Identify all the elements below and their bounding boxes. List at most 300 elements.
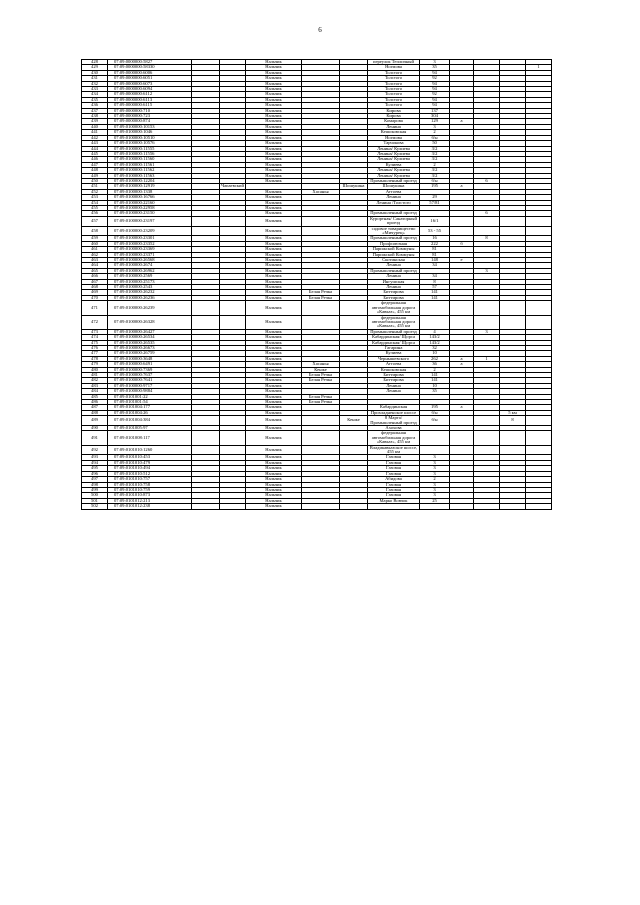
table-cell: 1 (474, 356, 500, 361)
table-cell (340, 301, 368, 315)
row-number-cell: 462 (82, 252, 108, 257)
row-number-cell: 446 (82, 157, 108, 162)
table-cell (450, 504, 474, 509)
cadastral-number-cell: 07:09:0101010:758 (108, 482, 192, 487)
table-cell: а (450, 184, 474, 189)
table-cell: Нальчик (246, 76, 302, 81)
row-number-cell: 431 (82, 76, 108, 81)
row-number-cell: 457 (82, 216, 108, 226)
table-cell: садовое товарищество «Мичурец» (368, 226, 420, 236)
table-cell (526, 226, 552, 236)
table-cell: а (450, 362, 474, 367)
table-cell: 3/2 (420, 146, 450, 151)
table-cell: Нальчик (246, 356, 302, 361)
row-number-cell: 484 (82, 389, 108, 394)
table-cell: Толстого (368, 92, 420, 97)
row-number-cell: 434 (82, 92, 108, 97)
cadastral-number-cell: 07:09:0100000:26673 (108, 345, 192, 350)
row-number-cell: 458 (82, 226, 108, 236)
table-cell: б (450, 241, 474, 246)
table-cell: 2 (420, 367, 450, 372)
table-cell: Ленина (368, 274, 420, 279)
row-number-cell: 473 (82, 329, 108, 334)
table-cell: Нальчик (246, 400, 302, 405)
table-cell: Нальчик (246, 178, 302, 183)
table-cell (340, 504, 368, 509)
table-cell (192, 216, 220, 226)
row-number-cell: 465 (82, 268, 108, 273)
cadastral-number-cell: 07:09:0100000:1338 (108, 189, 192, 194)
table-cell (340, 445, 368, 455)
table-cell: а (450, 356, 474, 361)
table-cell: Нальчик (246, 466, 302, 471)
table-cell: Кирова (368, 114, 420, 119)
table-row (82, 216, 552, 226)
cadastral-number-cell: 07:09:0000000:58330 (108, 65, 192, 70)
cadastral-number-cell: 07:09:0100000:11561 (108, 162, 192, 167)
table-cell: 3 (420, 487, 450, 492)
row-number-cell: 470 (82, 295, 108, 300)
cadastral-number-cell: 07:09:0100000:9717 (108, 383, 192, 388)
table-cell: Нальчик (246, 247, 302, 252)
table-cell: 195 (420, 405, 450, 410)
row-number-cell: 428 (82, 60, 108, 65)
table-cell: Нальчик (246, 378, 302, 383)
cadastral-number-cell: 07:09:0000000:6115 (108, 103, 192, 108)
table-cell: 8 (420, 279, 450, 284)
table-cell: 148 (420, 258, 450, 263)
table-cell: 5 км (500, 410, 526, 415)
row-number-cell: 452 (82, 189, 108, 194)
cadastral-number-cell: 07:09:0101012:238 (108, 504, 192, 509)
table-cell: Нальчик (246, 263, 302, 268)
table-cell: Нальчик (246, 460, 302, 465)
table-cell: Нальчик (246, 290, 302, 295)
cadastral-number-cell: 07:09:0000000:6112 (108, 92, 192, 97)
table-cell: Ахохова (368, 426, 420, 431)
table-cell (340, 315, 368, 329)
table-cell: Нальчик (246, 236, 302, 241)
table-cell: Нальчик (246, 92, 302, 97)
table-cell (474, 216, 500, 226)
row-number-cell: 437 (82, 108, 108, 113)
table-cell: Нальчик (246, 135, 302, 140)
table-cell: 53 - 55 (420, 226, 450, 236)
cadastral-number-cell: 07:09:0100000:11562 (108, 168, 192, 173)
table-cell: Толстого (368, 76, 420, 81)
row-number-cell: 483 (82, 383, 108, 388)
row-number-cell: 447 (82, 162, 108, 167)
table-cell: 29 (420, 195, 450, 200)
row-number-cell: 433 (82, 87, 108, 92)
row-number-cell: 444 (82, 146, 108, 151)
table-cell: Нальчик (246, 173, 302, 178)
row-number-cell: 478 (82, 356, 108, 361)
cadastral-number-cell: 07:09:0101005:97 (108, 426, 192, 431)
table-cell (302, 226, 340, 236)
table-cell: 25 (420, 498, 450, 503)
table-cell: 6 (474, 178, 500, 183)
table-cell: Нальчик (246, 285, 302, 290)
row-number-cell: 441 (82, 130, 108, 135)
table-cell: Гагарина (368, 345, 420, 350)
table-cell: Нальчик (246, 471, 302, 476)
table-cell: Нальчик (246, 108, 302, 113)
cadastral-number-cell: 07:09:0100000:10576 (108, 141, 192, 146)
table-cell: Хасанья (302, 189, 340, 194)
row-number-cell: 476 (82, 345, 108, 350)
row-number-cell: 438 (82, 114, 108, 119)
table-cell: Шошукина (368, 184, 420, 189)
table-cell: Абидова (368, 477, 420, 482)
table-cell: Нальчик (246, 455, 302, 460)
table-cell: Промышленный проезд (368, 211, 420, 216)
table-cell: 143/2 (420, 340, 450, 345)
cadastral-number-cell: 07:09:0101012:213 (108, 498, 192, 503)
row-number-cell: 440 (82, 124, 108, 129)
table-cell (340, 226, 368, 236)
table-cell (420, 445, 450, 455)
table-cell: Нальчик (246, 279, 302, 284)
table-cell (302, 416, 340, 426)
table-cell: Нальчик (246, 426, 302, 431)
table-cell: Нальчик (246, 431, 302, 445)
table-cell (420, 504, 450, 509)
row-number-cell: 480 (82, 367, 108, 372)
cadastral-number-cell: 07:09:0000000:5827 (108, 60, 192, 65)
table-cell: Нальчик (246, 130, 302, 135)
cadastral-number-cell: 07:09:0100000:7369 (108, 367, 192, 372)
table-cell: Прохладненское шоссе (368, 410, 420, 415)
table-cell: е (450, 258, 474, 263)
cadastral-number-cell: 07:09:0100000:10510 (108, 135, 192, 140)
row-number-cell: 430 (82, 70, 108, 75)
cadastral-number-cell: 07:09:0101001:54 (108, 400, 192, 405)
table-cell (526, 431, 552, 445)
table-cell: Нальчик (246, 405, 302, 410)
table-cell: Промышленный проезд (368, 268, 420, 273)
cadastral-number-cell: 07:09:0000000:6094 (108, 87, 192, 92)
table-cell (474, 431, 500, 445)
table-cell (450, 431, 474, 445)
table-cell: Кирова (368, 108, 420, 113)
row-number-cell: 456 (82, 211, 108, 216)
table-cell: 92 (420, 92, 450, 97)
table-cell (500, 504, 526, 509)
table-cell: Чернышевского (368, 356, 420, 361)
row-number-cell: 499 (82, 487, 108, 492)
table-cell: Газовая (368, 466, 420, 471)
table-cell: Нальчик (246, 168, 302, 173)
table-cell: Нальчик (246, 151, 302, 156)
table-cell: 81 (420, 247, 450, 252)
row-number-cell: 481 (82, 372, 108, 377)
table-cell: Нальчик (246, 383, 302, 388)
table-cell: 3 (474, 329, 500, 334)
row-number-cell: 429 (82, 65, 108, 70)
table-cell: Нальчик (246, 252, 302, 257)
row-number-cell: 490 (82, 426, 108, 431)
table-cell: 195 (420, 184, 450, 189)
table-cell: Газовая (368, 482, 420, 487)
cadastral-number-cell: 07:09:0100000:26236 (108, 295, 192, 300)
cadastral-number-cell: 07:09:0100000:26232 (108, 290, 192, 295)
table-cell: 32 (420, 345, 450, 350)
table-cell: Нальчик (246, 351, 302, 356)
table-cell: 141 (420, 295, 450, 300)
row-number-cell: 486 (82, 400, 108, 405)
table-cell (192, 445, 220, 455)
cadastral-number-cell: 07:09:0100000:11556 (108, 151, 192, 156)
cadastral-number-cell: 07:09:0100000:11560 (108, 157, 192, 162)
table-cell (450, 315, 474, 329)
table-cell: б/н (420, 135, 450, 140)
table-cell (192, 315, 220, 329)
cadastral-number-cell: 07:09:0101001:22 (108, 394, 192, 399)
table-cell: Биттирова (368, 295, 420, 300)
table-cell: Нальчик (246, 315, 302, 329)
table-cell: Ленина (368, 124, 420, 129)
table-cell: 3 (420, 60, 450, 65)
table-cell: Промышленный проезд (368, 329, 420, 334)
row-number-cell: 489 (82, 416, 108, 426)
cadastral-number-cell: 07:09:0100000:12204 (108, 178, 192, 183)
table-cell: 92 (420, 76, 450, 81)
table-cell: Чапаевский (221, 183, 244, 189)
table-cell (420, 301, 450, 315)
table-cell: 3/2 (420, 157, 450, 162)
row-number-cell: 442 (82, 135, 108, 140)
table-cell: 2 (420, 477, 450, 482)
table-cell: 10 (420, 383, 450, 388)
row-number-cell: 459 (82, 236, 108, 241)
table-cell: Газовая (368, 471, 420, 476)
cadastral-number-cell: 07:09:0100000:23352 (108, 241, 192, 246)
table-cell: Комарова (368, 119, 420, 124)
table-cell: Нальчик (246, 200, 302, 205)
cadastral-number-cell: 07:09:0100000:12919 (108, 184, 192, 189)
table-cell (192, 431, 220, 445)
table-cell: 2 (420, 130, 450, 135)
table-cell: а (450, 405, 474, 410)
table-row (82, 226, 552, 236)
table-cell (220, 445, 246, 455)
table-row (82, 431, 552, 445)
table-cell: Нальчик (246, 389, 302, 394)
cadastral-number-cell: 07:09:0000000:6073 (108, 81, 192, 86)
table-cell (192, 226, 220, 236)
table-cell (450, 226, 474, 236)
table-cell (500, 431, 526, 445)
table-cell: 57/81 (420, 200, 450, 205)
row-number-cell: 471 (82, 301, 108, 315)
table-cell: Ногмова (368, 65, 420, 70)
row-number-cell: 468 (82, 285, 108, 290)
row-number-cell: 451 (82, 184, 108, 189)
table-cell: 3 (420, 124, 450, 129)
row-number-cell: 502 (82, 504, 108, 509)
row-number-cell: 494 (82, 460, 108, 465)
cadastral-number-cell: 07:09:0100000:6491 (108, 362, 192, 367)
table-cell: Газовая (368, 460, 420, 465)
table-cell (302, 504, 340, 509)
row-number-cell: 435 (82, 97, 108, 102)
table-cell: Биттирова (368, 290, 420, 295)
table-cell: Нальчик (246, 372, 302, 377)
cadastral-number-cell: 07:09:0000000:723 (108, 114, 192, 119)
row-number-cell: 450 (82, 178, 108, 183)
cadastral-number-cell: 07:09:0000000:874 (108, 119, 192, 124)
table-cell: Белая Речка (302, 378, 340, 383)
table-cell: 4 (420, 329, 450, 334)
table-cell: 34 (420, 263, 450, 268)
row-number-cell: 493 (82, 455, 108, 460)
table-cell: Нальчик (246, 146, 302, 151)
table-cell: Нальчик (246, 119, 302, 124)
cadastral-number-cell: 07:09:0100000:22160 (108, 200, 192, 205)
cadastral-number-cell: 07:09:0100000:7641 (108, 378, 192, 383)
table-cell (474, 445, 500, 455)
table-cell: 34 (420, 274, 450, 279)
cadastral-number-cell: 07:09:0000000:6113 (108, 97, 192, 102)
cadastral-number-cell: 07:09:0101010:453 (108, 455, 192, 460)
table-cell: Нальчик (246, 329, 302, 334)
table-cell: Ленина/ Кулиева (368, 146, 420, 151)
table-cell (192, 301, 220, 315)
table-cell: Владикавказское шоссе, 455 км (368, 445, 420, 455)
cadastral-number-cell: 07:09:0100000:2569 (108, 274, 192, 279)
table-row (82, 301, 552, 315)
table-cell: Ленина/ Кулиева (368, 168, 420, 173)
table-cell: 3 (420, 482, 450, 487)
table-row (82, 315, 552, 329)
table-cell: Нальчик (246, 124, 302, 129)
table-cell: Нальчик (246, 301, 302, 315)
table-cell: Белая Речка (302, 394, 340, 399)
row-number-cell: 496 (82, 471, 108, 476)
table-cell: Тарчокова (368, 141, 420, 146)
table-cell: Нальчик (246, 189, 302, 194)
row-number-cell: 445 (82, 151, 108, 156)
cadastral-number-cell: 07:09:0101010:873 (108, 493, 192, 498)
cadastral-number-cell: 07:09:0100000:26568 (108, 258, 192, 263)
cadastral-number-cell: 07:09:0101010:494 (108, 466, 192, 471)
table-cell: 16/1 (420, 216, 450, 226)
table-cell: 3/2 (420, 151, 450, 156)
row-number-cell: 501 (82, 498, 108, 503)
row-number-cell: 454 (82, 200, 108, 205)
cadastral-number-cell: 07:09:0100000:26534 (108, 335, 192, 340)
cadastral-number-cell: 07:09:0101010:759 (108, 487, 192, 492)
table-row (82, 416, 552, 426)
cadastral-number-cell: 07:09:0101010:1260 (108, 445, 192, 455)
table-cell: Ленина (368, 383, 420, 388)
table-cell (450, 445, 474, 455)
cadastral-number-cell: 07:09:0100000:9884 (108, 389, 192, 394)
table-cell: Нальчик (246, 87, 302, 92)
table-cell (220, 431, 246, 445)
table-cell: 16 (420, 236, 450, 241)
table-cell (474, 301, 500, 315)
register-table (81, 59, 552, 510)
table-cell: Марко Вовчок (368, 498, 420, 503)
table-cell: Курортная/ Санаторный проезд (368, 216, 420, 226)
row-number-cell: 487 (82, 405, 108, 410)
table-cell: федеральная автомобильная дорога «Кавказ», 455 км (368, 431, 420, 445)
table-cell: 137 (420, 108, 450, 113)
table-cell: 3/2 (420, 168, 450, 173)
table-row (82, 504, 552, 509)
table-cell: Нальчик (246, 367, 302, 372)
table-cell: Кешоковская (368, 130, 420, 135)
row-number-cell: 453 (82, 195, 108, 200)
table-cell (302, 301, 340, 315)
cadastral-number-cell: 07:09:0100000:23209 (108, 226, 192, 236)
table-cell: Газовая (368, 493, 420, 498)
table-cell: Аттоева (368, 189, 420, 194)
table-cell: Нальчик (246, 216, 302, 226)
table-cell: Нальчик (246, 416, 302, 426)
row-number-cell: 472 (82, 315, 108, 329)
table-cell: Нальчик (246, 445, 302, 455)
table-cell (340, 216, 368, 226)
table-cell: 3 (420, 493, 450, 498)
table-cell: Биттирова (368, 378, 420, 383)
table-cell: Толстого (368, 70, 420, 75)
table-cell (340, 431, 368, 445)
row-number-cell: 477 (82, 351, 108, 356)
row-number-cell: 475 (82, 340, 108, 345)
table-cell (220, 301, 246, 315)
table-cell (220, 216, 246, 226)
table-cell: 36 (420, 362, 450, 367)
row-number-cell: 495 (82, 466, 108, 471)
cadastral-number-cell: 07:09:0101008:117 (108, 431, 192, 445)
table-cell (526, 445, 552, 455)
table-cell: Ленина/ Кулиева (368, 173, 420, 178)
table-cell (302, 315, 340, 329)
table-cell (368, 504, 420, 509)
table-cell: Кабардинская (368, 405, 420, 410)
table-cell: Нальчик (246, 226, 302, 236)
row-number-cell: 449 (82, 173, 108, 178)
table-cell: Толстого (368, 97, 420, 102)
table-cell: федеральная автомобильная дорога «Кавказ», 455 км (368, 315, 420, 329)
row-number-cell: 460 (82, 241, 108, 246)
table-cell: Газовая (368, 487, 420, 492)
cadastral-number-cell: 07:09:0100000:16766 (108, 195, 192, 200)
table-cell: 129 (420, 119, 450, 124)
table-cell: Нальчик (246, 362, 302, 367)
table-cell (500, 301, 526, 315)
table-cell (220, 315, 246, 329)
table-cell: 141 (420, 378, 450, 383)
cadastral-number-cell: 07:09:0000000:710 (108, 108, 192, 113)
cadastral-number-cell: 07:09:0100000:26535 (108, 340, 192, 345)
table-cell (500, 315, 526, 329)
row-number-cell: 498 (82, 482, 108, 487)
table-cell: Нальчик (246, 81, 302, 86)
table-cell: Биттирова (368, 372, 420, 377)
table-cell: Ногмова (368, 135, 420, 140)
table-cell: Нальчик (246, 162, 302, 167)
table-cell: 50 (420, 141, 450, 146)
row-number-cell: 466 (82, 274, 108, 279)
table-cell: Нальчик (246, 241, 302, 246)
table-cell: 3 (420, 471, 450, 476)
table-cell: а (450, 119, 474, 124)
table-cell (474, 315, 500, 329)
